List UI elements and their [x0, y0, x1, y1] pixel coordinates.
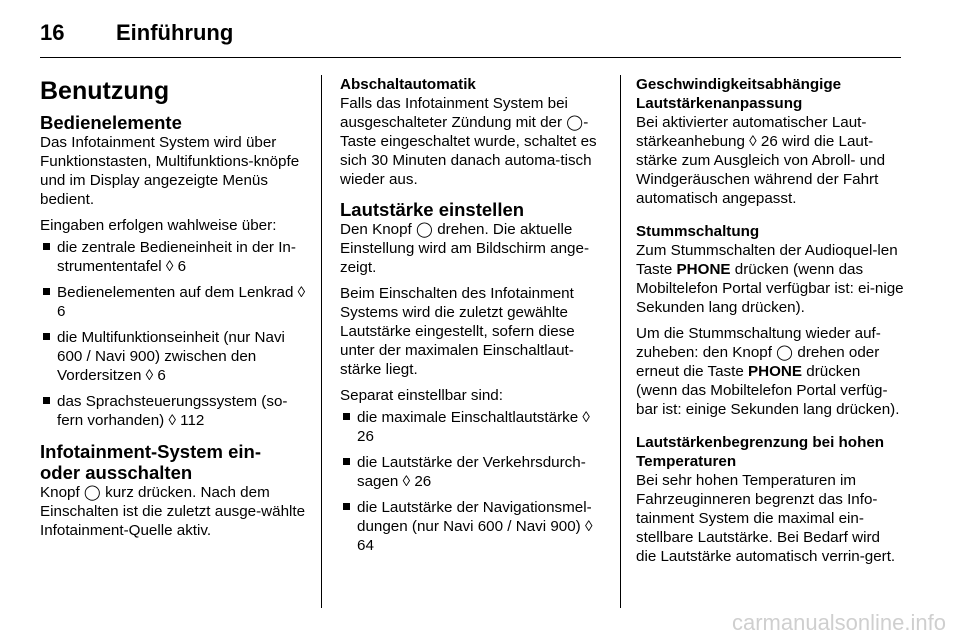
mute-heading: Stummschaltung — [636, 223, 760, 240]
onoff-heading: Infotainment-System ein- oder ausschalten — [40, 441, 261, 483]
intro-paragraph: Das Infotainment System wird über Funktionstasten, Multifunktions-knöpfe und im Display angezeigte Menüs bedient. — [40, 134, 300, 208]
list-item: die Multifunktionseinheit (nur Navi 600 / Navi 900) zwischen den Vordersitzen ◊ 6 — [40, 328, 306, 385]
speed-heading: Geschwindigkeitsabhängige Lautstärkenanpassung — [636, 76, 842, 112]
mute-paragraph — [636, 241, 904, 317]
column-2 — [340, 75, 604, 562]
unmute-paragraph — [636, 324, 904, 419]
chapter-title: Einführung — [116, 20, 234, 45]
auto-off-heading: Abschaltautomatik — [340, 76, 476, 93]
list-item: die zentrale Bedieneinheit in der In-strumententafel ◊ 6 — [40, 238, 306, 276]
column-divider-2 — [620, 75, 621, 608]
onoff-paragraph: Knopf ◯ kurz drücken. Nach dem Einschalten ist die zuletzt ausge-wählte Infotainment-Quelle aktiv. — [40, 484, 306, 539]
column-3 — [636, 75, 904, 573]
separate-intro: Separat einstellbar sind: — [340, 387, 503, 404]
mute-text-pre: Zum Stummschalten der Audioquel-len Taste — [636, 242, 898, 278]
volume-paragraph: Den Knopf ◯ drehen. Die aktuelle Einstellung wird am Bildschirm ange-zeigt. — [340, 221, 590, 276]
temperature-paragraph: Bei sehr hohen Temperaturen im Fahrzeuginneren begrenzt das Info-tainment System die maximal ein-stellbare Lautstärke. Bei Bedarf wird die Lautstärke automatisch verrin-gert. — [636, 472, 896, 565]
list-item: die Lautstärke der Verkehrsdurch-sagen ◊ 26 — [340, 453, 604, 491]
list-item: die maximale Einschaltlautstärke ◊ 26 — [340, 408, 604, 446]
page-number: 16 — [40, 20, 65, 45]
volume-paragraph-2: Beim Einschalten des Infotainment Systems wird die zuletzt gewählte Lautstärke eingestellt, sofern diese unter der maximalen Einschaltlaut-stärke liegt. — [340, 285, 575, 378]
temperature-heading: Lautstärkenbegrenzung bei hohen Temperaturen — [636, 434, 885, 470]
phone-key-label: PHONE — [748, 363, 803, 380]
input-intro: Eingaben erfolgen wahlweise über: — [40, 217, 277, 234]
column-1 — [40, 76, 306, 547]
list-item: die Lautstärke der Navigationsmel-dungen (nur Navi 600 / Navi 900) ◊ 64 — [340, 498, 604, 555]
speed-paragraph: Bei aktivierter automatischer Laut-stärkeanhebung ◊ 26 wird die Laut-stärke zum Ausgleich von Abroll- und Windgeräuschen während der Fahrt automatisch angepasst. — [636, 114, 886, 207]
unmute-text-post: drücken (wenn das Mobiltelefon Portal verfüg-bar ist: einige Sekunden lang drücken). — [636, 363, 900, 418]
list-item: Bedienelementen auf dem Lenkrad ◊ 6 — [40, 283, 306, 321]
input-list — [40, 238, 306, 430]
sub-heading: Bedienelemente — [40, 112, 182, 133]
mute-text-post: drücken (wenn das Mobiltelefon Portal verfügbar ist: ei-nige Sekunden lang drücken). — [636, 261, 904, 316]
volume-heading: Lautstärke einstellen — [340, 199, 525, 220]
auto-off-paragraph: Falls das Infotainment System bei ausgeschalteter Zündung mit der ◯-Taste eingeschaltet wurde, schaltet es sich 30 Minuten danach automa-tisch wieder aus. — [340, 95, 597, 188]
column-divider-1 — [321, 75, 322, 608]
unmute-text-pre: Um die Stummschaltung wieder auf-zuheben: den Knopf ◯ drehen oder erneut die Taste — [636, 325, 881, 380]
list-item: das Sprachsteuerungssystem (so-fern vorhanden) ◊ 112 — [40, 392, 306, 430]
watermark: carmanualsonline.info — [731, 610, 946, 635]
phone-key-label: PHONE — [676, 261, 731, 278]
separate-list — [340, 408, 604, 555]
header-rule — [40, 57, 901, 58]
section-heading: Benutzung — [40, 77, 170, 105]
